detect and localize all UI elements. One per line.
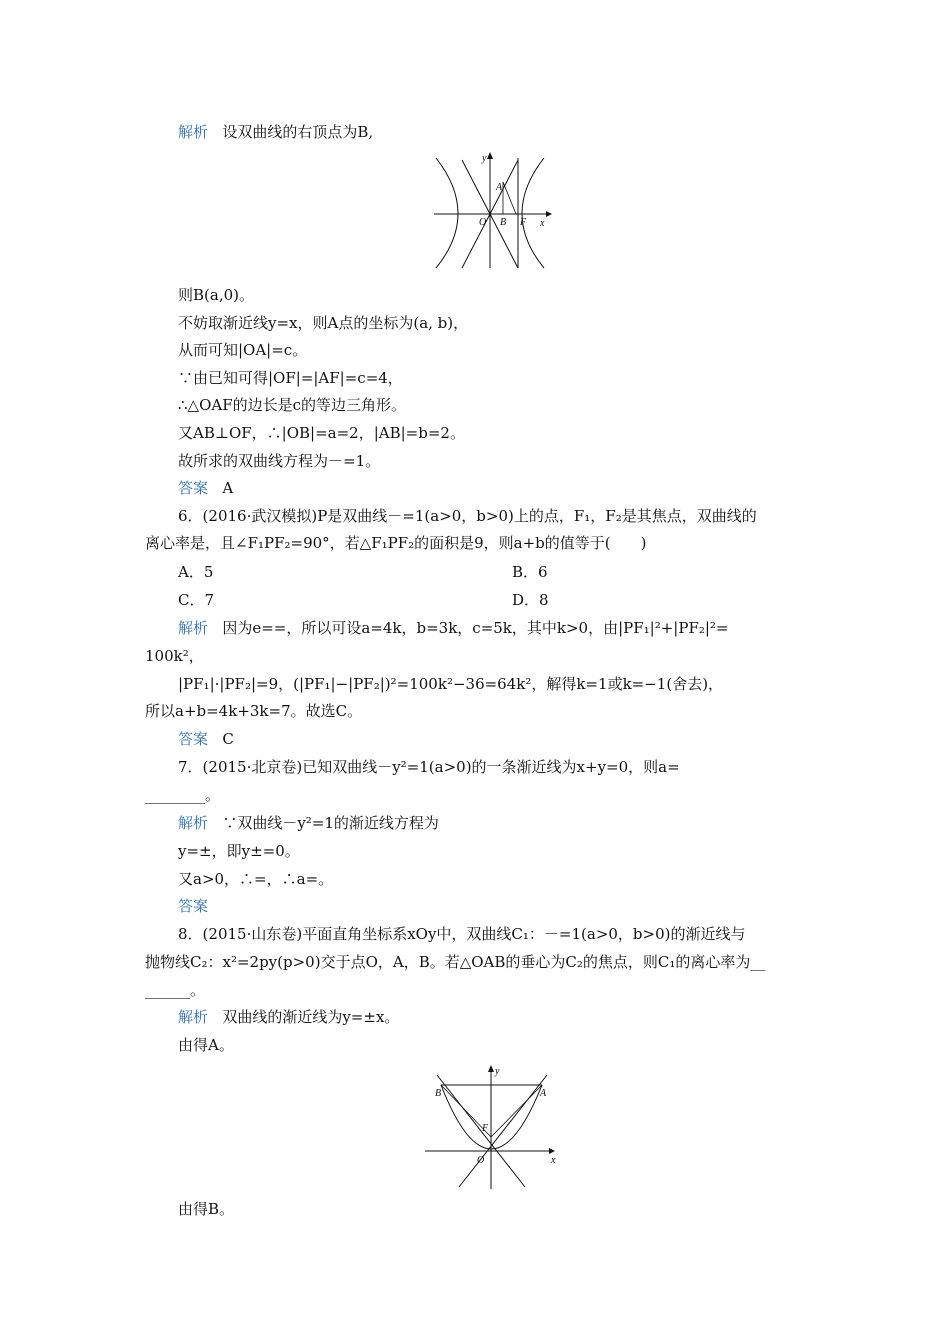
line: ∵由已知可得|OF|=|AF|=c=4， bbox=[178, 369, 403, 387]
answer-line bbox=[178, 895, 208, 917]
analysis-tag: 解析 bbox=[178, 619, 209, 637]
line: |PF₁|·|PF₂|=9，(|PF₁|−|PF₂|)²=100k²−36=64k²，解得k=1或k=−1(舍去)， bbox=[178, 675, 724, 693]
line: 从而可知|OA|=c。 bbox=[178, 341, 308, 359]
line-analysis-8 bbox=[178, 1006, 399, 1028]
text: 双曲线的渐近线为y=±x。 bbox=[222, 1008, 400, 1026]
fig1-label-y: y bbox=[482, 153, 487, 164]
fig1-label-f: F bbox=[520, 217, 527, 228]
question-8-line-3: ______。 bbox=[145, 981, 206, 999]
answer-value: A bbox=[222, 479, 234, 497]
question-6-line-1: 6．(2016·武汉模拟)P是双曲线－=1(a>0，b>0)上的点，F₁，F₂是其焦点，双曲线的 bbox=[178, 507, 757, 525]
line: 由得B。 bbox=[178, 1200, 235, 1218]
analysis-tag: 解析 bbox=[178, 123, 209, 141]
answer-line bbox=[178, 477, 233, 499]
line-analysis-6 bbox=[178, 617, 729, 639]
option-b: B．6 bbox=[512, 563, 548, 581]
question-8-line-2: 抛物线C₂：x²=2py(p>0)交于点O，A，B。若△OAB的垂心为C₂的焦点，则C₁的离心率为__ bbox=[145, 953, 766, 971]
analysis-tag: 解析 bbox=[178, 814, 209, 832]
option-d: D．8 bbox=[512, 591, 549, 609]
line: 又AB⊥OF，∴|OB|=a=2，|AB|=b=2。 bbox=[178, 424, 465, 442]
question-7-line-2: ________。 bbox=[145, 786, 221, 804]
line-analysis-7 bbox=[178, 812, 439, 834]
text: 设双曲线的右顶点为B, bbox=[222, 123, 374, 141]
figure-hyperbola bbox=[434, 150, 552, 270]
text: 因为e==，所以可设a=4k，b=3k，c=5k，其中k>0，由|PF₁|²+|PF₂|²= bbox=[222, 619, 729, 637]
line: 故所求的双曲线方程为－=1。 bbox=[178, 452, 381, 470]
answer-value: C bbox=[222, 730, 234, 748]
question-7-line-1: 7．(2015·北京卷)已知双曲线－y²=1(a>0)的一条渐近线为x+y=0，则a= bbox=[178, 758, 680, 776]
option-c: C．7 bbox=[178, 591, 215, 609]
line: 所以a+b=4k+3k=7。故选C。 bbox=[145, 702, 363, 720]
fig2-label-b: B bbox=[435, 1088, 442, 1099]
line: 100k²， bbox=[145, 647, 204, 665]
fig2-label-y: y bbox=[495, 1066, 500, 1077]
fig1-label-o: O bbox=[479, 217, 487, 228]
line: ∴△OAF的边长是c的等边三角形。 bbox=[178, 396, 407, 414]
text: ∵双曲线－y²=1的渐近线方程为 bbox=[222, 814, 439, 832]
answer-tag: 答案 bbox=[178, 897, 209, 915]
line: 不妨取渐近线y=x，则A点的坐标为(a, b)， bbox=[178, 314, 469, 332]
fig2-label-a: A bbox=[540, 1088, 547, 1099]
fig2-label-o: O bbox=[477, 1155, 485, 1166]
line: 由得A。 bbox=[178, 1036, 234, 1054]
line: y=±，即y±=0。 bbox=[178, 842, 300, 860]
fig1-label-b: B bbox=[500, 217, 507, 228]
answer-tag: 答案 bbox=[178, 730, 209, 748]
answer-tag: 答案 bbox=[178, 479, 209, 497]
fig2-label-x: x bbox=[551, 1155, 556, 1166]
line: 则B(a,0)。 bbox=[178, 286, 254, 304]
fig1-label-x: x bbox=[540, 218, 545, 229]
line-analysis-1 bbox=[178, 121, 373, 143]
fig1-label-a: A bbox=[496, 182, 503, 193]
question-6-line-2: 离心率是，且∠F₁PF₂=90°，若△F₁PF₂的面积是9，则a+b的值等于( ) bbox=[145, 534, 647, 552]
fig2-label-f: F bbox=[482, 1123, 489, 1134]
figure-parabola bbox=[425, 1063, 565, 1191]
analysis-tag: 解析 bbox=[178, 1008, 209, 1026]
option-a: A．5 bbox=[178, 563, 214, 581]
line: 又a>0，∴=，∴a=。 bbox=[178, 870, 334, 888]
question-8-line-1: 8．(2015·山东卷)平面直角坐标系xOy中，双曲线C₁：－=1(a>0，b>0)的渐近线与 bbox=[178, 925, 746, 943]
answer-line bbox=[178, 728, 234, 750]
